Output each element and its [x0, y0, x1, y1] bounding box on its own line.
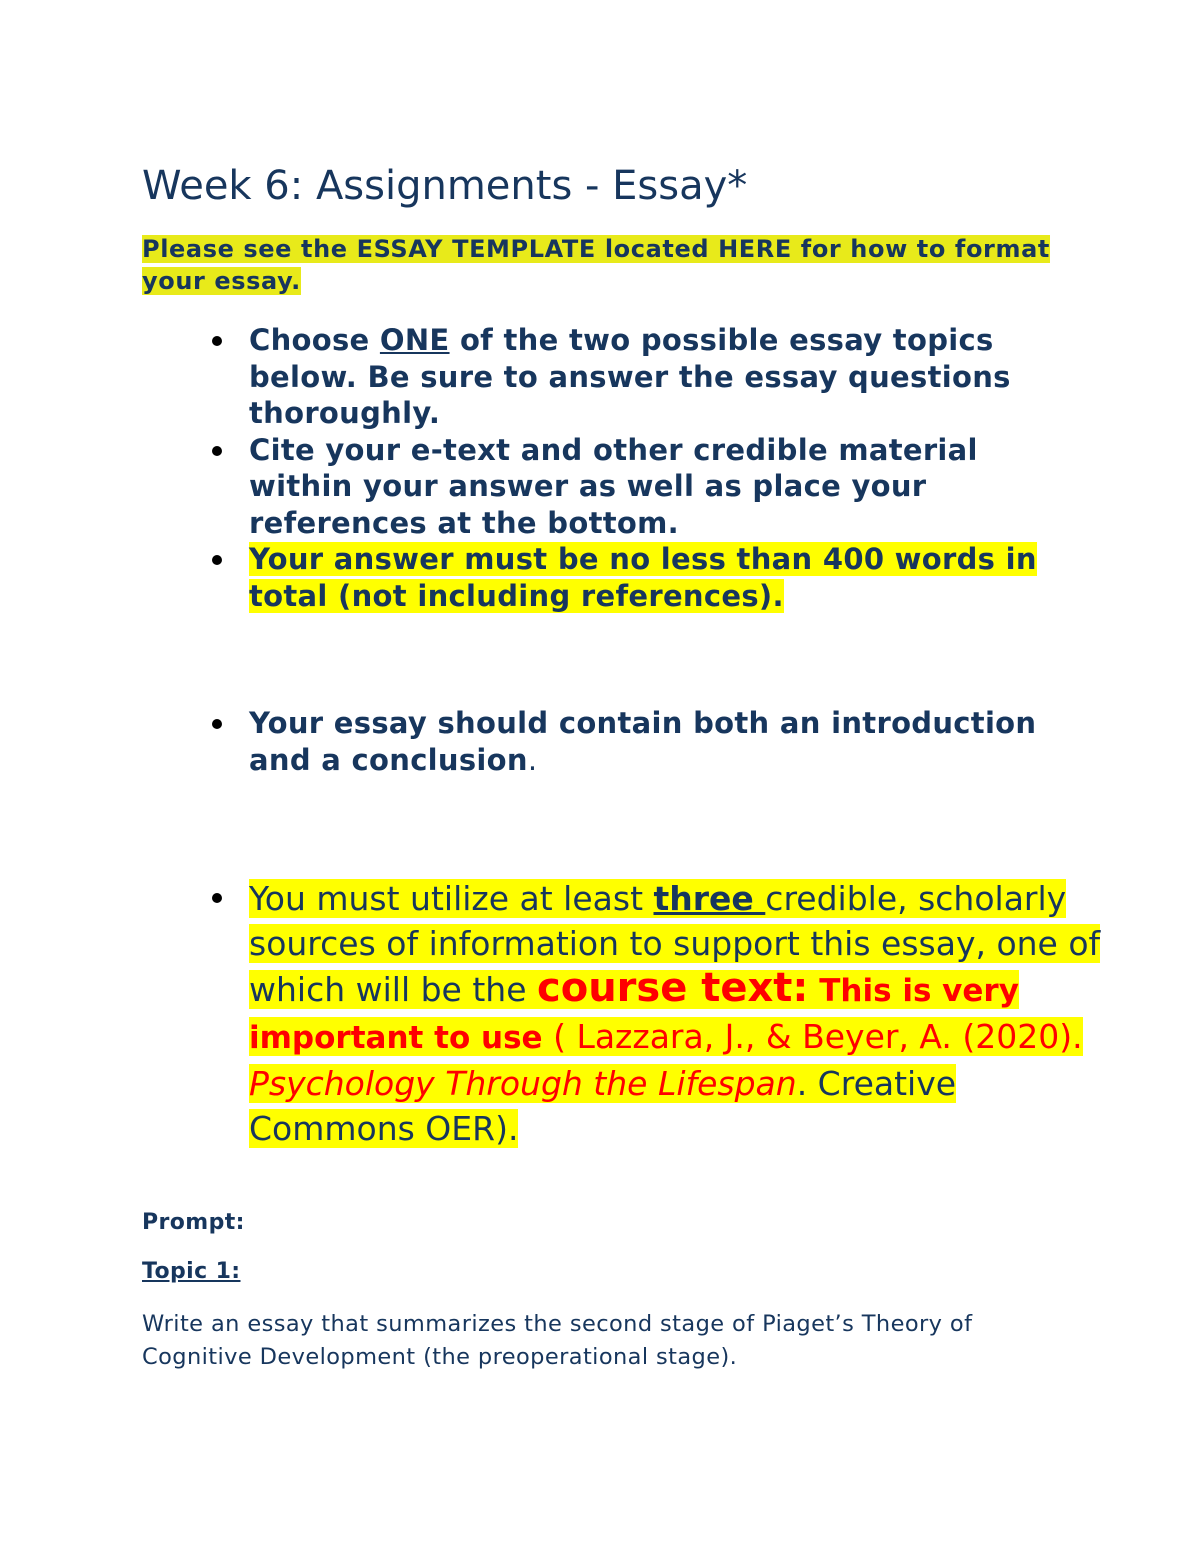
- citation-open: ( Lazzara, J., & Beyer, A. (2020).: [553, 1017, 1083, 1056]
- notice-text: Please see the ESSAY TEMPLATE located HERE for how to format your essay.: [142, 235, 1050, 295]
- topic-1-label: Topic 1:: [142, 1259, 241, 1284]
- bullet-text: Your answer must be no less than 400 words in total (not including references).: [249, 542, 1037, 613]
- citation-close: . Creative Commons OER).: [249, 1064, 957, 1148]
- sources-mid: credible, scholarly sources of information to support this essay, one of which will be the: [249, 879, 1101, 1009]
- bullet-icon: [212, 446, 222, 456]
- instructions-list: [212, 322, 1072, 614]
- list-item-intro-conclusion: [212, 705, 1072, 778]
- list-item-choose-topic: [212, 322, 1072, 432]
- sources-three: three: [653, 879, 766, 918]
- bullet-icon: [212, 336, 222, 346]
- bullet-icon: [212, 555, 222, 565]
- sources-course-text: course text:: [537, 965, 809, 1011]
- essay-template-notice: [142, 233, 1062, 297]
- sources-pre: You must utilize at least: [249, 879, 654, 918]
- intro-conclusion-list: [212, 705, 1072, 778]
- bullet-text: Cite your e-text and other credible material within your answer as well as place your references at the bottom.: [249, 432, 978, 540]
- bullet-period: .: [527, 742, 538, 777]
- list-item-cite: [212, 432, 1072, 542]
- sources-important: This is very important to use: [249, 973, 1019, 1056]
- bullet-text-one: ONE: [379, 323, 450, 357]
- bullet-icon: [212, 719, 222, 729]
- list-item-word-count: [212, 541, 1072, 614]
- bullet-text-pre: Choose: [249, 323, 380, 357]
- topic-1-text: Write an essay that summarizes the second stage of Piaget’s Theory of Cognitive Development (the preoperational stage).: [142, 1311, 973, 1370]
- page-title: Week 6: Assignments - Essay*: [142, 163, 748, 209]
- sources-requirement: [212, 876, 1109, 1151]
- prompt-label: Prompt:: [142, 1210, 245, 1235]
- citation-book-title: Psychology Through the Lifespan: [249, 1064, 797, 1103]
- bullet-icon: [212, 893, 222, 903]
- bullet-text-post: of the two possible essay topics below. Be sure to answer the essay questions thoroughly.: [249, 323, 1011, 430]
- bullet-text: Your essay should contain both an introduction and a conclusion: [249, 706, 1037, 777]
- sources-text: [249, 879, 1100, 1148]
